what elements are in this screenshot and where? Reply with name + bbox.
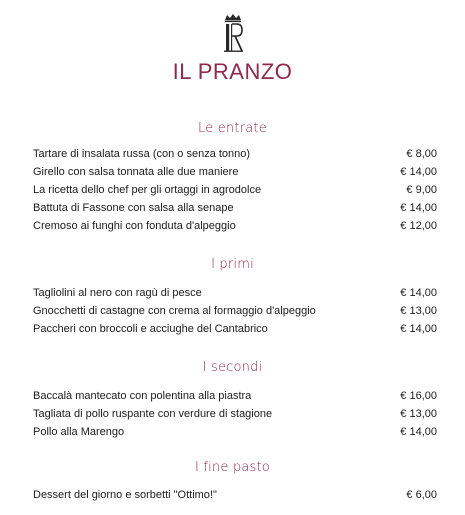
menu-item-name: Battuta di Fassone con salsa alla senape <box>33 202 234 214</box>
menu-item-name: Cremoso ai funghi con fonduta d'alpeggio <box>33 220 236 232</box>
menu-item-price: € 13,00 <box>400 305 437 317</box>
menu-item <box>33 218 437 234</box>
menu-item <box>33 321 437 337</box>
section-heading-entrate: Le entrate <box>198 121 267 136</box>
menu-item-price: € 13,00 <box>400 408 437 420</box>
menu-item-price: € 14,00 <box>400 166 437 178</box>
menu-item <box>33 285 437 301</box>
menu-item <box>33 388 437 404</box>
page-title: IL PRANZO <box>172 59 293 84</box>
menu-item <box>33 303 437 319</box>
menu-item <box>33 182 437 198</box>
menu-item-name: Dessert del giorno e sorbetti "Ottimo!" <box>33 489 217 501</box>
menu-item-price: € 14,00 <box>400 287 437 299</box>
menu-item-price: € 14,00 <box>400 426 437 438</box>
section-heading-primi: I primi <box>211 257 254 272</box>
menu-item-price: € 6,00 <box>406 489 437 501</box>
menu-item-name: Tartare di insalata russa (con o senza tonno) <box>33 148 251 160</box>
menu-item-name: Pollo alla Marengo <box>33 426 125 438</box>
menu-item-name: Girello con salsa tonnata alle due maniere <box>33 166 239 178</box>
menu-item-name: Tagliolini al nero con ragù di pesce <box>33 287 202 299</box>
menu-item <box>33 164 437 180</box>
crowned-R-monogram-icon <box>222 14 244 54</box>
menu-item <box>33 424 437 440</box>
menu-item <box>33 146 437 162</box>
menu-item-price: € 16,00 <box>400 390 437 402</box>
menu-item-price: € 12,00 <box>400 220 437 232</box>
menu-item-name: La ricetta dello chef per gli ortaggi in agrodolce <box>33 184 262 196</box>
menu-item-name: Paccheri con broccoli e acciughe del Cantabrico <box>33 323 268 335</box>
section-heading-fine-pasto: I fine pasto <box>195 460 270 475</box>
menu-item-price: € 8,00 <box>406 148 437 160</box>
menu-item-price: € 9,00 <box>406 184 437 196</box>
menu-item <box>33 200 437 216</box>
menu-item-price: € 14,00 <box>400 323 437 335</box>
menu-item-name: Gnocchetti di castagne con crema al formaggio d'alpeggio <box>33 305 316 317</box>
section-heading-secondi: I secondi <box>202 360 263 375</box>
menu-item-price: € 14,00 <box>400 202 437 214</box>
menu-item-name: Tagliata di pollo ruspante con verdure di stagione <box>33 408 273 420</box>
menu-item <box>33 406 437 422</box>
menu-item <box>33 487 437 503</box>
menu-item-name: Baccalà mantecato con polentina alla piastra <box>33 390 252 402</box>
